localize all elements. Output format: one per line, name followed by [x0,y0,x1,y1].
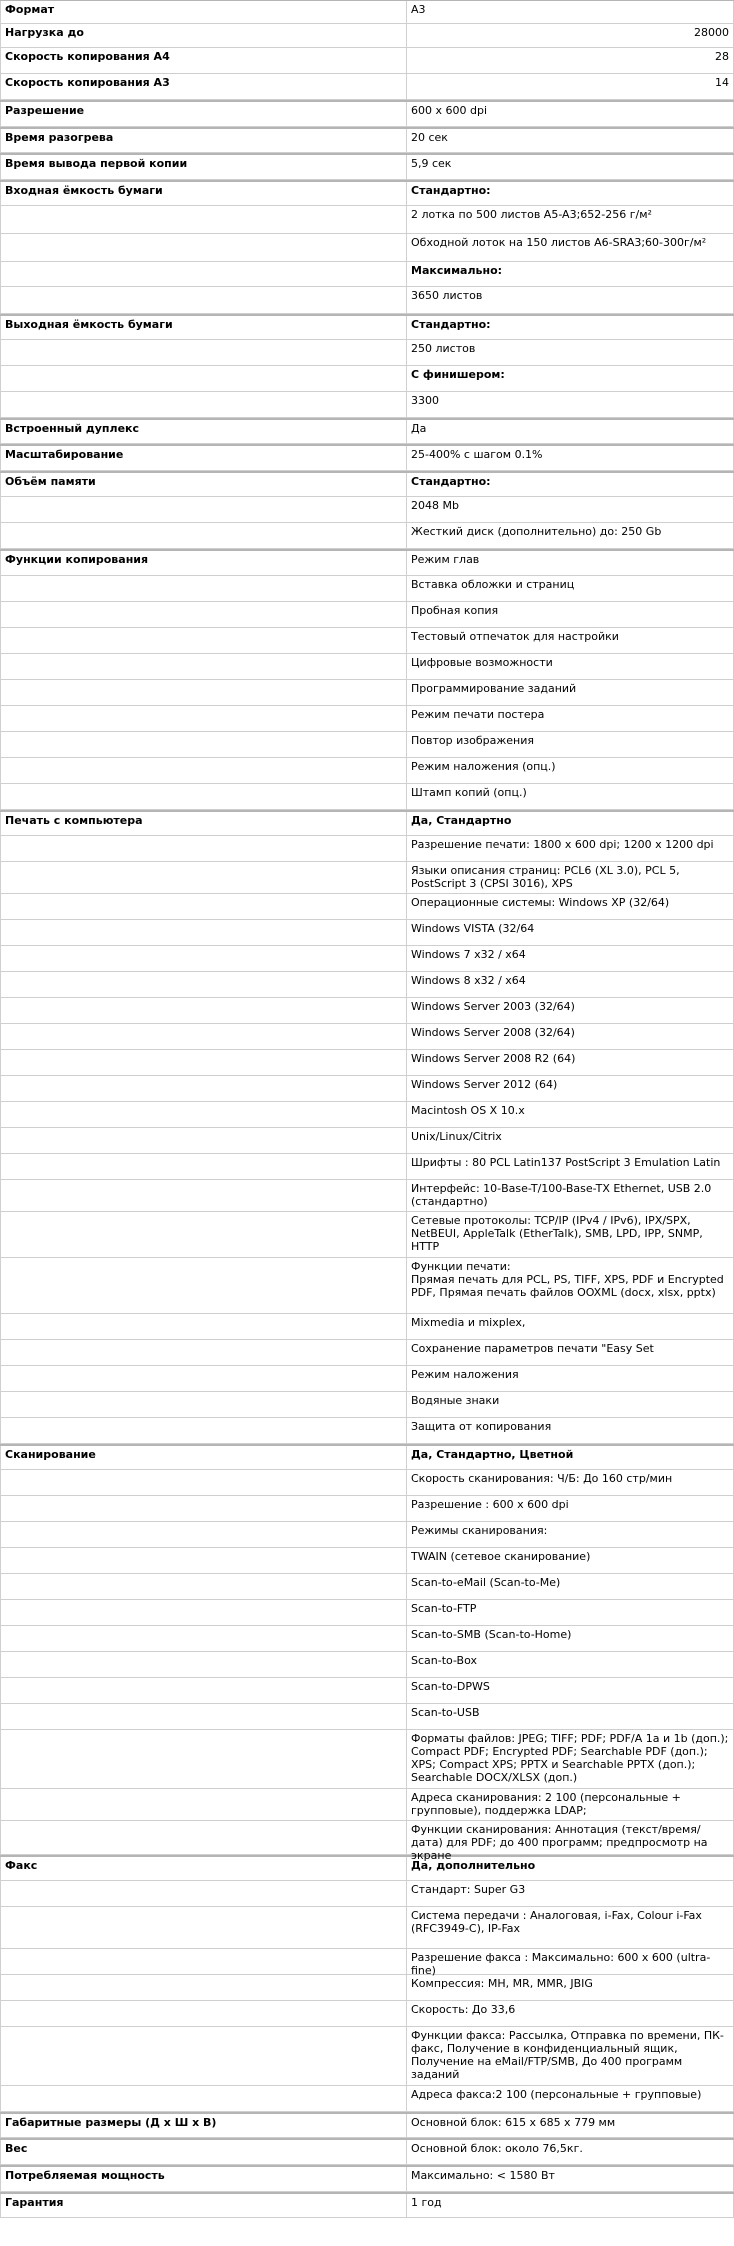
spec-label: Вес [0,2140,407,2164]
spec-label: Гарантия [0,2194,407,2217]
spec-label [0,654,407,679]
spec-value: Да, Стандартно [407,812,734,835]
spec-value: 5,9 сек [407,155,734,179]
spec-row [0,1102,734,1128]
spec-value: Программирование заданий [407,680,734,705]
spec-row [0,287,734,314]
spec-label [0,1366,407,1391]
spec-label [0,1418,407,1443]
spec-value: Штамп копий (опц.) [407,784,734,809]
spec-label: Выходная ёмкость бумаги [0,316,407,339]
spec-value: Стандарт: Super G3 [407,1881,734,1906]
spec-row [0,1128,734,1154]
spec-label [0,1949,407,1974]
spec-value: 3300 [407,392,734,417]
spec-label [0,1975,407,2000]
spec-label [0,1678,407,1703]
spec-row [0,1212,734,1258]
spec-value: Максимально: [407,262,734,286]
spec-row [0,1366,734,1392]
spec-row [0,1050,734,1076]
spec-value: Да, Стандартно, Цветной [407,1446,734,1469]
spec-label [0,1024,407,1049]
spec-value: Основной блок: 615 x 685 x 779 мм [407,2114,734,2137]
spec-label [0,920,407,945]
spec-row [0,2192,734,2218]
spec-value: Система передачи : Аналоговая, i-Fax, Colour i-Fax (RFC3949-C), IP-Fax [407,1907,734,1948]
spec-row [0,549,734,576]
spec-label: Печать с компьютера [0,812,407,835]
spec-value: Функции факса: Рассылка, Отправка по времени, ПК-факс, Получение в конфиденциальный ящик, Получение на eMail/FTP/SMB, До 400 программ заданий [407,2027,734,2085]
spec-row [0,2001,734,2027]
spec-value: Стандартно: [407,316,734,339]
spec-label [0,1821,407,1854]
spec-value: Функции сканирования: Аннотация (текст/время/дата) для PDF; до 400 программ; предпросмотр на экране [407,1821,734,1854]
spec-row [0,262,734,287]
spec-value: Scan-to-eMail (Scan-to-Me) [407,1574,734,1599]
spec-label: Функции копирования [0,551,407,575]
spec-label [0,1522,407,1547]
spec-label [0,1050,407,1075]
spec-value: 20 сек [407,129,734,152]
spec-label: Формат [0,1,407,23]
spec-row [0,1340,734,1366]
spec-value: Цифровые возможности [407,654,734,679]
spec-label: Встроенный дуплекс [0,420,407,443]
spec-row [0,1789,734,1821]
spec-value: Режим печати постера [407,706,734,731]
spec-value: 1 год [407,2194,734,2217]
spec-value: 25-400% с шагом 0.1% [407,446,734,470]
spec-row [0,180,734,206]
spec-row [0,1907,734,1949]
spec-label [0,706,407,731]
spec-value: Разрешение факса : Максимально: 600 x 600 (ultra-fine) [407,1949,734,1974]
spec-value: Scan-to-Box [407,1652,734,1677]
spec-row [0,998,734,1024]
spec-row [0,24,734,48]
spec-value: Сетевые протоколы: TCP/IP (IPv4 / IPv6), IPX/SPX, NetBEUI, AppleTalk (EtherTalk), SMB, LPD, IPP, SNMP, HTTP [407,1212,734,1257]
spec-row [0,314,734,340]
spec-row [0,1522,734,1548]
spec-label [0,1789,407,1820]
spec-row [0,234,734,262]
spec-value: Компрессия: MH, MR, MMR, JBIG [407,1975,734,2000]
spec-label: Объём памяти [0,473,407,496]
spec-label [0,1154,407,1179]
spec-label [0,262,407,286]
spec-row [0,2112,734,2138]
spec-label [0,1340,407,1365]
spec-label [0,1574,407,1599]
spec-label [0,784,407,809]
spec-row [0,1180,734,1212]
spec-label: Сканирование [0,1446,407,1469]
spec-row [0,1496,734,1522]
spec-value: С финишером: [407,366,734,391]
spec-value: TWAIN (сетевое сканирование) [407,1548,734,1573]
spec-row [0,0,734,24]
spec-value: Windows Server 2008 R2 (64) [407,1050,734,1075]
spec-row [0,862,734,894]
spec-label [0,392,407,417]
spec-label: Потребляемая мощность [0,2167,407,2191]
spec-value: Режим наложения (опц.) [407,758,734,783]
spec-label: Скорость копирования А3 [0,74,407,99]
spec-row [0,1881,734,1907]
spec-value: Scan-to-DPWS [407,1678,734,1703]
spec-value: Разрешение печати: 1800 x 600 dpi; 1200 x 1200 dpi [407,836,734,861]
spec-row [0,680,734,706]
spec-value: Стандартно: [407,473,734,496]
spec-label [0,1212,407,1257]
spec-label [0,1907,407,1948]
spec-row [0,1626,734,1652]
spec-label [0,732,407,757]
spec-row [0,1470,734,1496]
spec-label [0,1496,407,1521]
spec-value: Режим наложения [407,1366,734,1391]
spec-label [0,758,407,783]
spec-value: Обходной лоток на 150 листов A6-SRA3;60-300г/м² [407,234,734,261]
spec-value: Интерфейс: 10-Base-T/100-Base-TX Ethernet, USB 2.0 (стандартно) [407,1180,734,1211]
spec-value: Режимы сканирования: [407,1522,734,1547]
spec-label [0,1180,407,1211]
spec-row [0,127,734,153]
spec-value: Вставка обложки и страниц [407,576,734,601]
spec-label [0,628,407,653]
spec-value: Защита от копирования [407,1418,734,1443]
spec-value: Да, дополнительно [407,1857,734,1880]
spec-label [0,287,407,313]
spec-value: 28 [407,48,734,73]
spec-row [0,1600,734,1626]
spec-row [0,1855,734,1881]
spec-row [0,732,734,758]
spec-value: 600 x 600 dpi [407,102,734,126]
spec-row [0,602,734,628]
spec-value: 28000 [407,24,734,47]
spec-row [0,392,734,418]
spec-label [0,576,407,601]
spec-row [0,920,734,946]
spec-value: Повтор изображения [407,732,734,757]
spec-label: Масштабирование [0,446,407,470]
spec-label [0,1704,407,1729]
spec-row [0,340,734,366]
spec-label [0,366,407,391]
spec-row [0,972,734,998]
spec-label [0,2086,407,2111]
spec-row [0,206,734,234]
spec-row [0,1730,734,1789]
spec-value: Unix/Linux/Citrix [407,1128,734,1153]
spec-value: Форматы файлов: JPEG; TIFF; PDF; PDF/A 1a и 1b (доп.); Compact PDF; Encrypted PDF; Searchable PDF (доп.); XPS; Compact XPS; PPTX и Searchable PPTX (доп.); Searchable DOCX/XLSX (доп.) [407,1730,734,1788]
spec-row [0,1418,734,1444]
spec-value: 250 листов [407,340,734,365]
spec-label [0,1730,407,1788]
spec-value: Основной блок: около 76,5кг. [407,2140,734,2164]
spec-label [0,2027,407,2085]
spec-row [0,48,734,74]
spec-value: Macintosh OS X 10.x [407,1102,734,1127]
spec-row [0,1392,734,1418]
spec-row [0,1678,734,1704]
spec-row [0,1574,734,1600]
spec-label [0,946,407,971]
spec-row [0,1444,734,1470]
spec-label [0,1470,407,1495]
spec-label [0,998,407,1023]
spec-label [0,2001,407,2026]
spec-value: Scan-to-SMB (Scan-to-Home) [407,1626,734,1651]
spec-label: Время разогрева [0,129,407,152]
spec-value: A3 [407,1,734,23]
spec-row [0,810,734,836]
spec-label [0,1652,407,1677]
spec-row [0,1704,734,1730]
spec-label [0,602,407,627]
spec-value: 2048 Mb [407,497,734,522]
spec-label [0,1600,407,1625]
spec-label: Входная ёмкость бумаги [0,182,407,205]
spec-value: Скорость: До 33,6 [407,2001,734,2026]
spec-label [0,894,407,919]
spec-value: Тестовый отпечаток для настройки [407,628,734,653]
spec-label [0,340,407,365]
spec-label [0,206,407,233]
spec-label [0,1314,407,1339]
spec-value: Режим глав [407,551,734,575]
spec-row [0,2086,734,2112]
spec-label [0,1076,407,1101]
spec-label [0,1128,407,1153]
spec-value: Разрешение : 600 x 600 dpi [407,1496,734,1521]
spec-row [0,1314,734,1340]
spec-label [0,1392,407,1417]
spec-label [0,234,407,261]
spec-value: Операционные системы: Windows XP (32/64) [407,894,734,919]
spec-label [0,1626,407,1651]
spec-label [0,1548,407,1573]
spec-row [0,2138,734,2165]
spec-row [0,2165,734,2192]
spec-row [0,523,734,549]
spec-value: Максимально: < 1580 Вт [407,2167,734,2191]
spec-row [0,1949,734,1975]
spec-label: Нагрузка до [0,24,407,47]
spec-label: Время вывода первой копии [0,155,407,179]
spec-label: Скорость копирования А4 [0,48,407,73]
spec-label [0,680,407,705]
spec-row [0,1024,734,1050]
spec-value: Windows Server 2003 (32/64) [407,998,734,1023]
spec-row [0,418,734,444]
spec-value: Скорость сканирования: Ч/Б: До 160 стр/мин [407,1470,734,1495]
spec-label [0,1881,407,1906]
spec-value: Scan-to-FTP [407,1600,734,1625]
spec-row [0,758,734,784]
spec-row [0,497,734,523]
spec-row [0,946,734,972]
spec-row [0,1975,734,2001]
spec-row [0,1821,734,1862]
spec-row [0,1652,734,1678]
spec-value: Языки описания страниц: PCL6 (XL 3.0), PCL 5, PostScript 3 (CPSI 3016), XPS [407,862,734,893]
spec-row [0,444,734,471]
spec-value: Шрифты : 80 PCL Latin137 PostScript 3 Emulation Latin [407,1154,734,1179]
spec-row [0,706,734,732]
spec-row [0,471,734,497]
spec-value: Scan-to-USB [407,1704,734,1729]
spec-label: Факс [0,1857,407,1880]
spec-label [0,836,407,861]
spec-row [0,153,734,180]
spec-row [0,576,734,602]
spec-row [0,1154,734,1180]
spec-value: 2 лотка по 500 листов A5-A3;652-256 г/м² [407,206,734,233]
spec-row [0,654,734,680]
spec-label: Разрешение [0,102,407,126]
spec-label [0,497,407,522]
spec-row [0,100,734,127]
spec-row [0,894,734,920]
spec-value: Windows 7 x32 / x64 [407,946,734,971]
spec-value: Пробная копия [407,602,734,627]
spec-row [0,836,734,862]
spec-label: Габаритные размеры (Д х Ш х В) [0,2114,407,2137]
spec-value: 3650 листов [407,287,734,313]
spec-value: Жесткий диск (дополнительно) до: 250 Gb [407,523,734,548]
spec-row [0,628,734,654]
spec-label [0,1102,407,1127]
spec-value: 14 [407,74,734,99]
spec-value: Mixmedia и mixplex, [407,1314,734,1339]
spec-label [0,1258,407,1313]
spec-row [0,1548,734,1574]
spec-value: Windows Server 2012 (64) [407,1076,734,1101]
spec-value: Адреса факса:2 100 (персональные + групповые) [407,2086,734,2111]
spec-row [0,74,734,100]
spec-row [0,1076,734,1102]
spec-row [0,784,734,810]
spec-value: Да [407,420,734,443]
spec-value: Windows 8 x32 / x64 [407,972,734,997]
spec-value: Windows VISTA (32/64 [407,920,734,945]
spec-value: Сохранение параметров печати "Easy Set [407,1340,734,1365]
spec-value: Водяные знаки [407,1392,734,1417]
spec-label [0,523,407,548]
spec-row [0,366,734,392]
spec-value: Функции печати: Прямая печать для PCL, PS, TIFF, XPS, PDF и Encrypted PDF, Прямая печать файлов OOXML (docx, xlsx, pptx) [407,1258,734,1313]
spec-value: Windows Server 2008 (32/64) [407,1024,734,1049]
spec-value: Адреса сканирования: 2 100 (персональные + групповые), поддержка LDAP; [407,1789,734,1820]
spec-label [0,972,407,997]
spec-label [0,862,407,893]
spec-value: Стандартно: [407,182,734,205]
spec-row [0,2027,734,2086]
spec-row [0,1258,734,1314]
